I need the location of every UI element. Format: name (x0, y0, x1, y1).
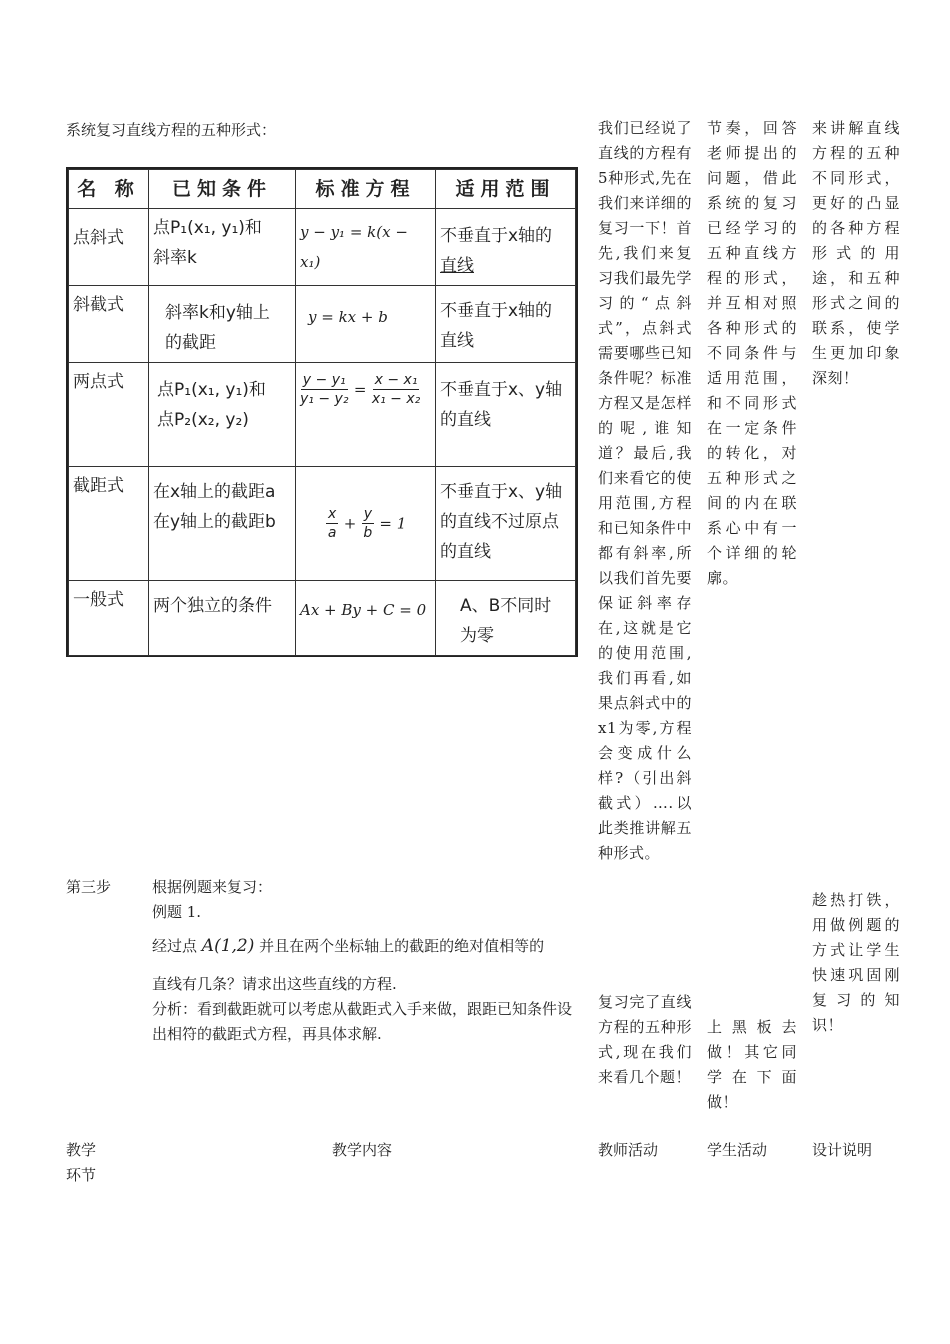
row-conditions: 点P₁(x₁, y₁)和 斜率k (149, 209, 296, 286)
step3-teacher-text: 复习完了直线方程的五种形式,现在我们来看几个题！ (598, 993, 692, 1086)
row-equation: $\frac{x}{a}$ + $\frac{y}{b}$ = 1 (296, 467, 436, 581)
row-name: 一般式 (69, 581, 149, 656)
row-range: 不垂直于x轴的 直线 (436, 286, 576, 363)
example-question: 经过点 A(1,2) 并且在两个坐标轴上的截距的绝对值相等的 (152, 936, 545, 956)
step3-student-text: 上黑板去做！其它同学在下面做！ (707, 1018, 797, 1111)
table-header-conditions: 已知条件 (149, 170, 296, 209)
row-conditions: 在x轴上的截距a 在y轴上的截距b (149, 467, 296, 581)
table-row (69, 286, 576, 363)
student-activity-text: 节奏，回答老师提出的问题，借此系统的复习已经学习的五种直线方程的形式，并互相对照各种形式的不同条件与适用范围，和不同形式在一定条件的转化，对五种形式之间的内在联系心中有一个详细的轮廓。 (707, 119, 797, 587)
footer-c4: 学生活动 (707, 1141, 768, 1159)
table-header-name: 名 称 (69, 170, 149, 209)
example-analysis: 分析：看到截距就可以考虑从截距式入手来做，跟距已知条件设出相符的截距式方程，再具体求解. (152, 1000, 573, 1043)
row-range: A、B不同时 为零 (436, 581, 576, 656)
table-header-equation: 标准方程 (296, 170, 436, 209)
formula-table-image (66, 167, 578, 657)
row-range: 不垂直于x轴的 直线 (436, 209, 576, 286)
example-title: 例题 1. (152, 903, 202, 921)
step3-intro: 根据例题来复习： (152, 878, 273, 896)
row-name: 斜截式 (69, 286, 149, 363)
intro-heading: 系统复习直线方程的五种形式： (66, 121, 277, 139)
row-conditions: 两个独立的条件 (149, 581, 296, 656)
table-row (69, 467, 576, 581)
teacher-activity-text: 我们已经说了直线的方程有5种形式,先在我们来详细的复习一下！首先,我们来复习我们最先学习的“点斜式”，点斜式需要哪些已知条件呢？标准方程又是怎样的呢,谁知道？最后,我们来看它的使用范围,方程和已知条件中都有斜率,所以我们首先要保证斜率存在,这就是它的使用范围,我们再看,如果点斜式中的x1为零,方程会变成什么样?（引出斜截式）….以此类推讲解五种形式。 (598, 119, 692, 862)
footer-c2: 教学内容 (332, 1141, 393, 1159)
row-conditions: 斜率k和y轴上 的截距 (149, 286, 296, 363)
row-equation: y = kx + b (296, 286, 436, 363)
design-note-text: 来讲解直线方程的五种不同形式，更好的凸显的各种方程形式的用途，和五种形式之间的联系，使学生更加印象深刻！ (812, 119, 900, 387)
footer-c3: 教师活动 (598, 1141, 659, 1159)
row-name: 点斜式 (69, 209, 149, 286)
row-conditions: 点P₁(x₁, y₁)和 点P₂(x₂, y₂) (149, 363, 296, 467)
row-name: 两点式 (69, 363, 149, 467)
table-header-range: 适用范围 (436, 170, 576, 209)
row-equation: Ax + By + C = 0 (296, 581, 436, 656)
row-equation: $\frac{\text{y − y₁}}{\text{y₁ − y₂}}$ = $\frac{\text{x − x₁}}{\text{x₁ − x₂}}$ (296, 363, 436, 467)
row-name: 截距式 (69, 467, 149, 581)
example-question-cont: 直线有几条？请求出这些直线的方程. (152, 975, 397, 993)
row-range: 不垂直于x、y轴 的直线不过原点 的直线 (436, 467, 576, 581)
step3-design-text: 趁热打铁，用做例题的方式让学生快速巩固刚复习的知识！ (812, 891, 900, 1034)
row-range: 不垂直于x、y轴 的直线 (436, 363, 576, 467)
table-row (69, 209, 576, 286)
table-row (69, 581, 576, 656)
step3-label: 第三步 (66, 878, 112, 896)
footer-c1: 教学环节 (66, 1141, 97, 1184)
footer-c5: 设计说明 (812, 1141, 873, 1159)
row-equation: y − y₁ = k(x − x₁) (296, 209, 436, 286)
table-row (69, 363, 576, 467)
